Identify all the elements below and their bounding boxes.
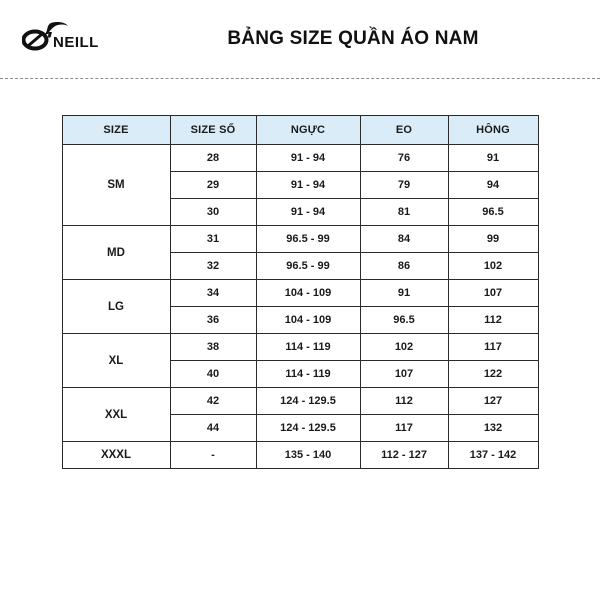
cell-waist: 91 xyxy=(360,280,448,307)
cell-chest: 91 - 94 xyxy=(256,172,360,199)
cell-hip: 102 xyxy=(448,253,538,280)
cell-chest: 96.5 - 99 xyxy=(256,226,360,253)
cell-waist: 112 - 127 xyxy=(360,442,448,469)
cell-hip: 112 xyxy=(448,307,538,334)
table-row xyxy=(62,334,538,361)
cell-chest: 104 - 109 xyxy=(256,307,360,334)
oneill-logo xyxy=(22,21,146,57)
page-title: BẢNG SIZE QUẦN ÁO NAM xyxy=(227,28,479,49)
cell-chest: 104 - 109 xyxy=(256,280,360,307)
cell-chest: 114 - 119 xyxy=(256,361,360,388)
cell-hip: 117 xyxy=(448,334,538,361)
table-body xyxy=(62,145,538,469)
cell-waist: 79 xyxy=(360,172,448,199)
cell-size-number: 29 xyxy=(170,172,256,199)
cell-chest: 91 - 94 xyxy=(256,145,360,172)
cell-chest: 91 - 94 xyxy=(256,199,360,226)
size-table xyxy=(62,115,539,469)
table-header xyxy=(62,116,538,145)
cell-chest: 135 - 140 xyxy=(256,442,360,469)
cell-hip: 107 xyxy=(448,280,538,307)
cell-waist: 96.5 xyxy=(360,307,448,334)
column-header-chest: NGỰC xyxy=(256,116,360,145)
dashed-divider xyxy=(0,78,600,79)
table-row xyxy=(62,145,538,172)
size-group-label: XXL xyxy=(62,388,170,442)
cell-hip: 137 - 142 xyxy=(448,442,538,469)
cell-size-number: 38 xyxy=(170,334,256,361)
cell-hip: 96.5 xyxy=(448,199,538,226)
cell-waist: 102 xyxy=(360,334,448,361)
size-table-container xyxy=(0,115,600,469)
column-header-waist: EO xyxy=(360,116,448,145)
column-header-hip: HÔNG xyxy=(448,116,538,145)
cell-hip: 94 xyxy=(448,172,538,199)
page-header xyxy=(0,0,600,56)
size-group-label: XL xyxy=(62,334,170,388)
cell-waist: 86 xyxy=(360,253,448,280)
cell-waist: 84 xyxy=(360,226,448,253)
svg-text:NEILL: NEILL xyxy=(53,34,99,51)
cell-size-number: 30 xyxy=(170,199,256,226)
column-header-size-number: SIZE SỐ xyxy=(170,116,256,145)
cell-hip: 127 xyxy=(448,388,538,415)
cell-size-number: 44 xyxy=(170,415,256,442)
cell-waist: 112 xyxy=(360,388,448,415)
cell-hip: 132 xyxy=(448,415,538,442)
column-header-size: SIZE xyxy=(62,116,170,145)
table-row xyxy=(62,226,538,253)
cell-size-number: 31 xyxy=(170,226,256,253)
size-group-label: MD xyxy=(62,226,170,280)
size-group-label: SM xyxy=(62,145,170,226)
cell-size-number: 40 xyxy=(170,361,256,388)
cell-size-number: 28 xyxy=(170,145,256,172)
table-row xyxy=(62,388,538,415)
cell-waist: 107 xyxy=(360,361,448,388)
cell-chest: 114 - 119 xyxy=(256,334,360,361)
cell-waist: 81 xyxy=(360,199,448,226)
cell-size-number: 32 xyxy=(170,253,256,280)
cell-hip: 122 xyxy=(448,361,538,388)
cell-chest: 124 - 129.5 xyxy=(256,388,360,415)
cell-hip: 99 xyxy=(448,226,538,253)
cell-chest: 124 - 129.5 xyxy=(256,415,360,442)
cell-size-number: 36 xyxy=(170,307,256,334)
size-group-label: LG xyxy=(62,280,170,334)
cell-size-number: 42 xyxy=(170,388,256,415)
cell-hip: 91 xyxy=(448,145,538,172)
table-row xyxy=(62,280,538,307)
cell-size-number: - xyxy=(170,442,256,469)
cell-waist: 117 xyxy=(360,415,448,442)
cell-waist: 76 xyxy=(360,145,448,172)
size-group-label: XXXL xyxy=(62,442,170,469)
table-row xyxy=(62,442,538,469)
cell-chest: 96.5 - 99 xyxy=(256,253,360,280)
table-header-row xyxy=(62,116,538,145)
cell-size-number: 34 xyxy=(170,280,256,307)
